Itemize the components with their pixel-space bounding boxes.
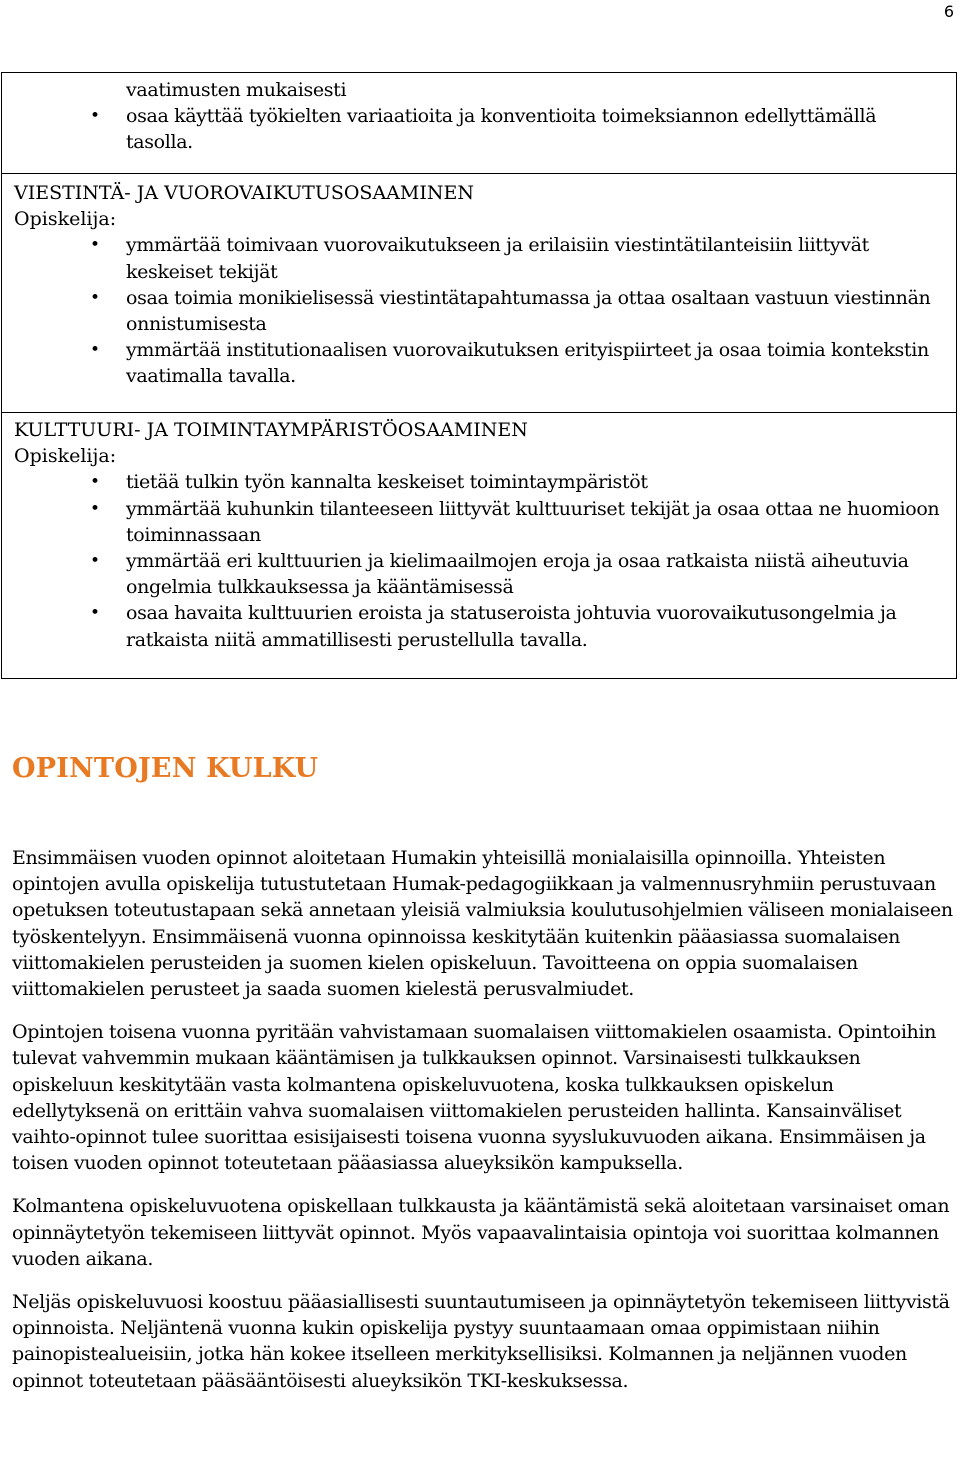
table-cell-communication [2, 174, 956, 413]
section-body [12, 845, 958, 1411]
bullet-list [2, 77, 956, 156]
section-title: OPINTOJEN KULKU [12, 753, 319, 784]
paragraph: Opintojen toisena vuonna pyritään vahvistamaan suomalaisen viittomakielen osaamista. Opintoihin tulevat vahvemmin mukaan kääntämisen ja tulkkauksen opinnot. Varsinaisesti tulkkauksen opiskeluun keskitytään vasta kolmantena opiskeluvuotena, koska tulkkauksen opiskelun edellytyksenä on erittäin vahva suomalaisen viittomakielen perusteiden hallinta. Kansainväliset vaihto-opinnot tulee suorittaa esisijaisesti toisena vuonna syyslukuvuoden aikana. Ensimmäisen ja toisen vuoden opinnot toteutetaan pääasiassa alueyksikön kampuksella. [12, 1021, 937, 1175]
list-item: • ymmärtää kuhunkin tilanteeseen liittyvät kulttuuriset tekijät ja osaa ottaa ne huomioon toiminnassaan [126, 496, 944, 548]
list-item: • ymmärtää toimivaan vuorovaikutukseen ja erilaisiin viestintätilanteisiin liittyvät keskeiset tekijät [126, 232, 944, 284]
section-heading: KULTTUURI- JA TOIMINTAYMPÄRISTÖOSAAMINEN [14, 419, 528, 441]
page-number: 6 [943, 2, 954, 21]
competency-table [1, 72, 957, 679]
section-subject: Opiskelija: [14, 445, 117, 468]
paragraph: Ensimmäisen vuoden opinnot aloitetaan Humakin yhteisillä monialaisilla opinnoilla. Yhteisten opintojen avulla opiskelija tutustutetaan Humak-pedagogiikkaan ja valmennusryhmiin perustuvaan opetuksen toteutustapaan sekä annetaan yleisiä valmiuksia koulutusohjelmien väliseen monialaiseen työskentelyyn. Ensimmäisenä vuonna opinnoissa keskitytään kuitenkin pääasiassa suomalaisen viittomakielen perusteiden ja suomen kielen opiskeluun. Tavoitteena on oppia suomalaisen viittomakielen perusteet ja saada suomen kielestä perusvalmiudet. [12, 847, 953, 1001]
list-item: • ymmärtää eri kulttuurien ja kielimaailmojen eroja ja osaa ratkaista niistä aiheutuvia ongelmia tulkkauksessa ja kääntämisessä [126, 548, 944, 600]
bullet-list [2, 469, 956, 652]
list-item: • osaa käyttää työkielten variaatioita ja konventioita toimeksiannon edellyttämällä tasolla. [126, 103, 944, 155]
paragraph: Neljäs opiskeluvuosi koostuu pääasiallisesti suuntautumiseen ja opinnäytetyön tekemiseen liittyvistä opinnoista. Neljäntenä vuonna kukin opiskelija pystyy suuntaamaan omaa oppimistaan niihin painopistealueisiin, jotka hän kokee itselleen merkityksellisiksi. Kolmannen ja neljännen vuoden opinnot toteutetaan pääsääntöisesti alueyksikön TKI-keskuksessa. [12, 1291, 950, 1392]
bullet-list [2, 232, 956, 389]
list-item: • osaa havaita kulttuurien eroista ja statuseroista johtuvia vuorovaikutusongelmia ja ratkaista niitä ammatillisesti perustellulla tavalla. [126, 600, 944, 652]
section-heading: VIESTINTÄ- JA VUOROVAIKUTUSOSAAMINEN [14, 182, 474, 204]
list-item: • osaa toimia monikielisessä viestintätapahtumassa ja ottaa osaltaan vastuun viestinnän onnistumisesta [126, 285, 944, 337]
paragraph: Kolmantena opiskeluvuotena opiskellaan tulkkausta ja kääntämistä sekä aloitetaan varsinaiset oman opinnäytetyön tekemiseen liittyvät opinnot. Myös vapaavalintaisia opintoja voi suorittaa kolmannen vuoden aikana. [12, 1195, 950, 1270]
table-cell-culture [2, 413, 956, 678]
section-subject: Opiskelija: [14, 208, 117, 231]
list-item: • tietää tulkin työn kannalta keskeiset toimintaympäristöt [126, 469, 944, 495]
table-cell-continuation [2, 73, 956, 174]
list-item: • ymmärtää institutionaalisen vuorovaikutuksen erityispiirteet ja osaa toimia kontekstin vaatimalla tavalla. [126, 337, 944, 389]
list-item: vaatimusten mukaisesti [126, 79, 347, 101]
